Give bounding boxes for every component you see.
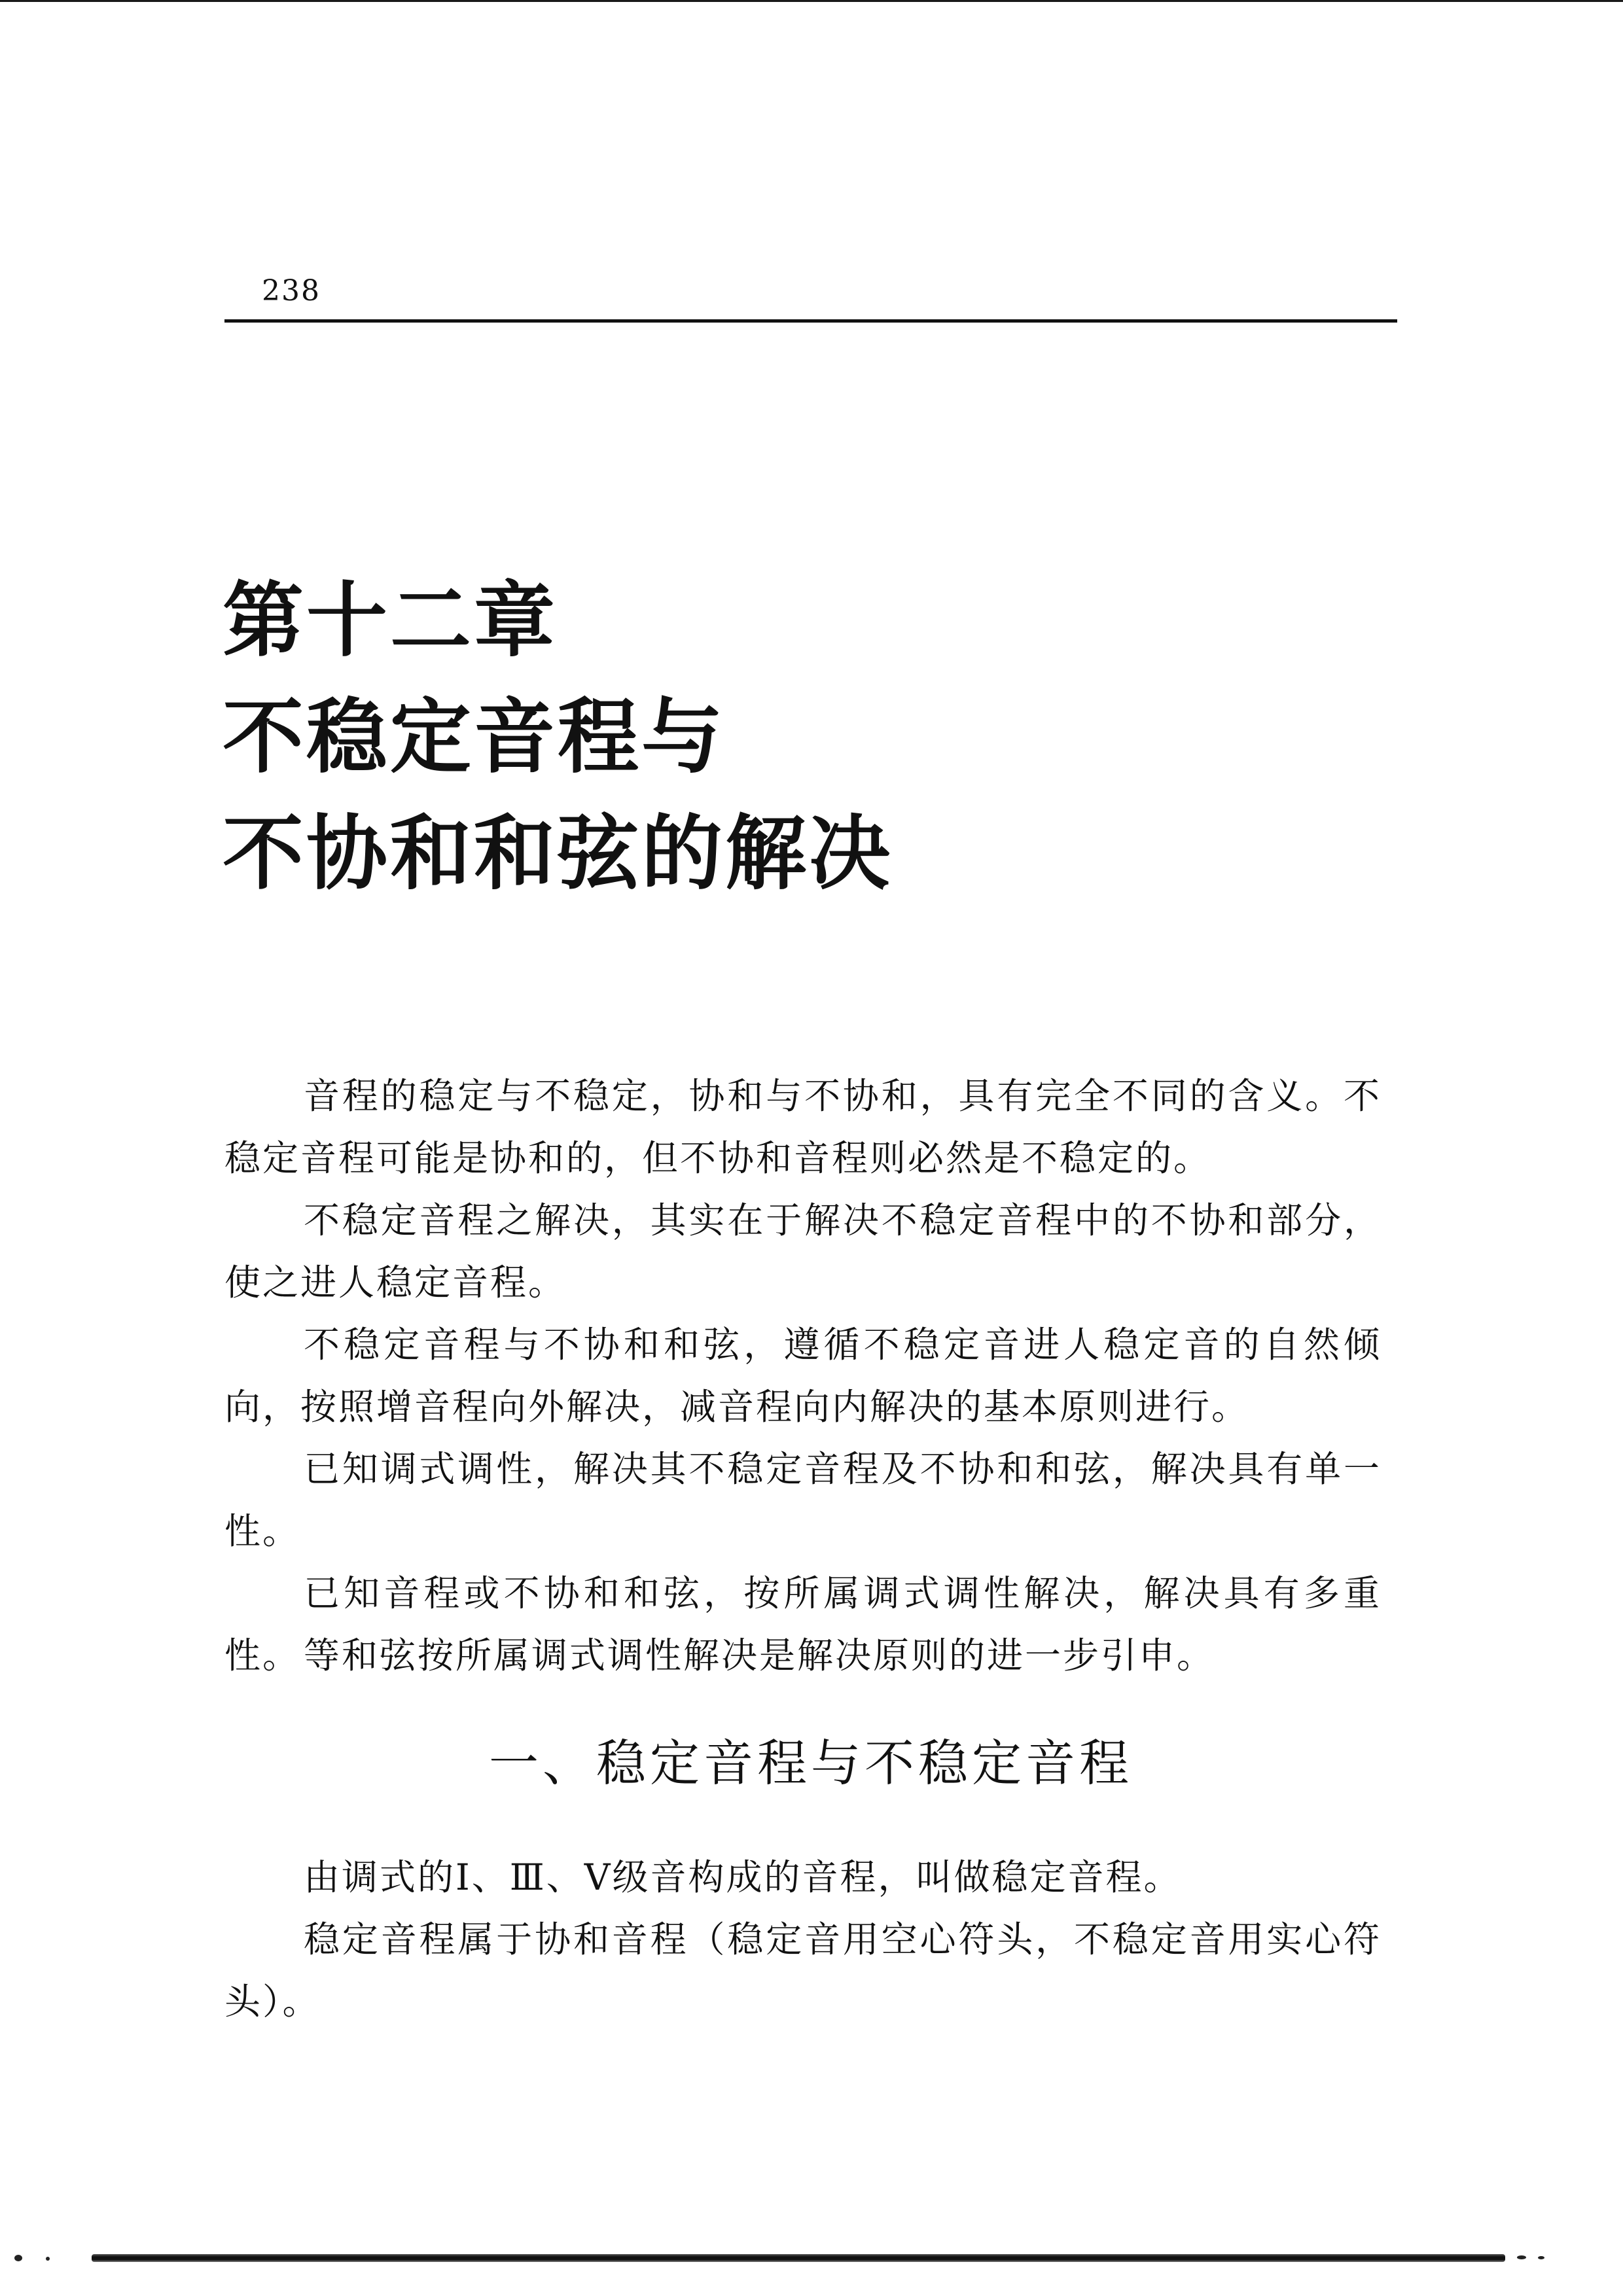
header-rule <box>224 319 1397 323</box>
scan-speck <box>46 2257 50 2261</box>
top-scan-edge <box>0 0 1623 2</box>
page-number: 238 <box>262 274 321 308</box>
chapter-title-line-2: 不稳定音程与 <box>223 690 726 785</box>
scan-speck <box>1517 2255 1526 2259</box>
chapter-title <box>223 563 1400 912</box>
intro-paragraph-2: 不稳定音程之解决，其实在于解决不稳定音程中的不协和部分，使之进人稳定音程。 <box>224 1199 1382 1303</box>
scan-speck <box>1538 2256 1544 2259</box>
intro-paragraph-3: 不稳定音程与不协和和弦，遵循不稳定音进人稳定音的自然倾向，按照增音程向外解决，减音程向内解决的基本原则进行。 <box>224 1324 1382 1428</box>
section-paragraph-2: 稳定音程属于协和音程（稳定音用空心符头，不稳定音用实心符头）。 <box>224 1918 1382 2022</box>
intro-paragraph-1: 音程的稳定与不稳定，协和与不协和，具有完全不同的含义。不稳定音程可能是协和的，但不协和音程则必然是不稳定的。 <box>224 1075 1382 1179</box>
section-paragraph-1: 由调式的Ⅰ、Ⅲ、Ⅴ级音构成的音程，叫做稳定音程。 <box>304 1856 1182 1898</box>
scan-speck <box>14 2255 22 2261</box>
intro-paragraph-4: 已知调式调性，解决其不稳定音程及不协和和弦，解决具有单一性。 <box>224 1448 1382 1552</box>
chapter-title-line-1: 第十二章 <box>223 574 558 668</box>
section-heading: 一、稳定音程与不稳定音程 <box>489 1734 1133 1792</box>
intro-paragraph-6: 等和弦按所属调式调性解决是解决原则的进一步引申。 <box>304 1634 1215 1676</box>
bottom-scan-rule <box>92 2254 1505 2262</box>
intro-paragraph-5: 已知音程或不协和和弦，按所属调式调性解决，解决具有多重性。 <box>224 1572 1382 1676</box>
chapter-title-line-3: 不协和和弦的解决 <box>223 807 893 901</box>
